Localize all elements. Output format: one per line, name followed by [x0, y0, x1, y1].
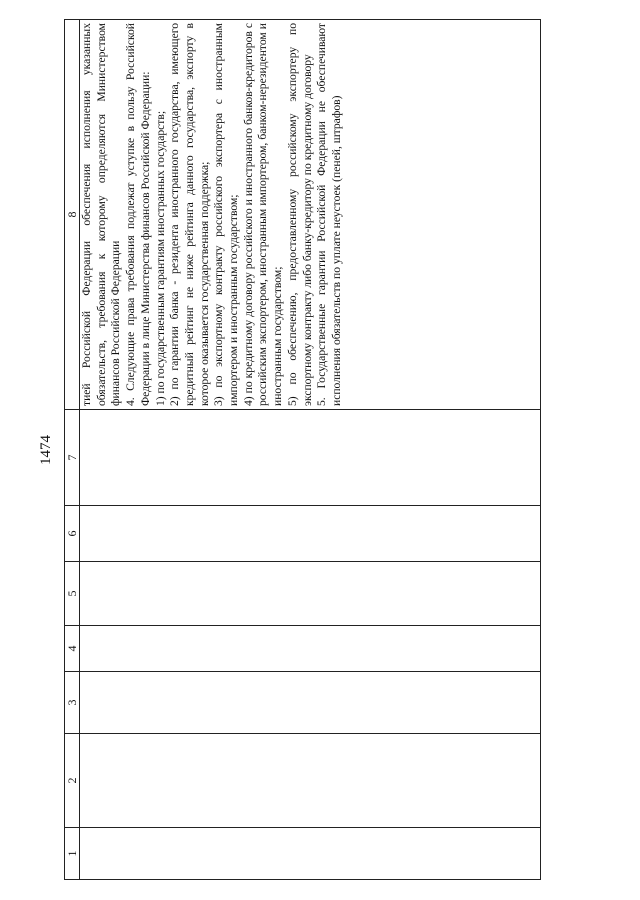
cell-col-4 [80, 626, 541, 672]
column-header-4: 4 [65, 626, 80, 672]
column-header-3: 3 [65, 672, 80, 734]
column-header-6: 6 [65, 506, 80, 562]
cell-col-3 [80, 672, 541, 734]
document-table [64, 19, 541, 880]
column-header-2: 2 [65, 734, 80, 828]
cell-col-1 [80, 828, 541, 880]
paragraph: 4) по кредитному договору российского и иностранного банков-кредиторов с российским экспортером, иностранным импортером, банком-нерезидентом и иностранным государством; [241, 23, 285, 406]
paragraph: 5) по обеспечению, предоставленному российскому экспортеру по экспортному контракту либо банку-кредитору по кредитному договору [285, 23, 314, 406]
column-header-8: 8 [65, 20, 80, 410]
column-header-7: 7 [65, 410, 80, 506]
column-number-row [65, 20, 80, 880]
column-header-5: 5 [65, 562, 80, 626]
paragraph: 3) по экспортному контракту российского экспортера с иностранным импортером и иностранным государством; [212, 23, 241, 406]
cell-col-7 [80, 410, 541, 506]
column-header-1: 1 [65, 828, 80, 880]
paragraph: 5. Государственные гарантии Российской Федерации не обеспечивают исполнения обязательств по уплате неустоек (пеней, штрафов) [315, 23, 343, 406]
cell-col-2 [80, 734, 541, 828]
page-number: 1474 [38, 435, 54, 465]
cell-col-6 [80, 506, 541, 562]
paragraph: тией Российской Федерации обеспечения исполнения указанных обязательств, требования к которому определяются Министерством финансов Российской Федерации [80, 23, 123, 406]
paragraph: 1) по государственным гарантиям иностранных государств; [153, 110, 167, 406]
paragraph: 2) по гарантии банка - резидента иностранного государства, имеющего кредитный рейтинг не ниже рейтинга данного государства, экспорту в которое оказывается государственная поддержка; [168, 23, 211, 406]
table-row [80, 20, 541, 880]
cell-col-5 [80, 562, 541, 626]
paragraph: 4. Следующие права требования подлежат уступке в пользу Российской Федерации в лице Министерства финансов Российской Федерации: [124, 23, 152, 406]
cell-col-8 [80, 20, 541, 410]
